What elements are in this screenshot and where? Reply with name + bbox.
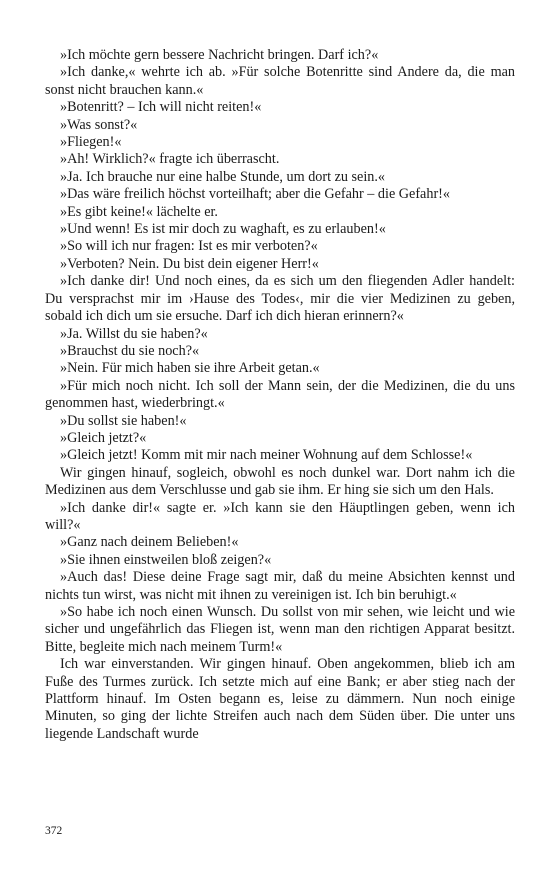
paragraph: »Gleich jetzt?« <box>60 429 147 446</box>
page-number: 372 <box>45 825 63 837</box>
paragraph: »Ganz nach deinem Belieben!« <box>60 534 239 551</box>
paragraph: »Für mich noch nicht. Ich soll der Mann sein, der die Medizinen, die du uns genommen hast, wiederbringt.« <box>45 377 515 412</box>
paragraph: »So habe ich noch einen Wunsch. Du sollst von mir sehen, wie leicht und wie sicher und ungefährlich das Fliegen ist, wenn man den richtigen Apparat besitzt. Bitte, begleite mich nach meinem Turm!« <box>45 604 515 655</box>
paragraph: »Ich möchte gern bessere Nachricht bringen. Darf ich?« <box>60 47 379 63</box>
paragraph: »Nein. Für mich haben sie ihre Arbeit getan.« <box>60 360 320 377</box>
paragraph: »Botenritt? – Ich will nicht reiten!« <box>60 99 262 116</box>
page-body <box>45 47 515 743</box>
paragraph: »Ah! Wirklich?« fragte ich überrascht. <box>60 151 280 168</box>
paragraph: »Ich danke dir! Und noch eines, da es sich um den fliegenden Adler handelt: Du versprachst mir im ›Hause des Todes‹, mir die vier Medizinen zu geben, sobald ich dich um sie ersuche. Darf ich dich hieran erinnern?« <box>45 273 515 325</box>
paragraph: »So will ich nur fragen: Ist es mir verboten?« <box>60 238 318 255</box>
paragraph: »Was sonst?« <box>60 116 138 133</box>
paragraph: »Brauchst du sie noch?« <box>60 342 200 359</box>
paragraph: »Es gibt keine!« lächelte er. <box>60 203 218 220</box>
paragraph: »Fliegen!« <box>60 134 122 151</box>
paragraph: »Ich danke dir!« sagte er. »Ich kann sie den Häuptlingen geben, wenn ich will?« <box>45 499 515 533</box>
paragraph: »Auch das! Diese deine Frage sagt mir, daß du meine Absichten kennst und nichts tun wirst, was nicht mit ihnen zu vereinigen ist. Ich bin beruhigt.« <box>45 569 515 603</box>
paragraph: »Ja. Ich brauche nur eine halbe Stunde, um dort zu sein.« <box>60 168 386 185</box>
paragraph: »Das wäre freilich höchst vorteilhaft; aber die Gefahr – die Gefahr!« <box>60 186 450 203</box>
paragraph: »Verboten? Nein. Du bist dein eigener Herr!« <box>60 255 319 272</box>
paragraph: Wir gingen hinauf, sogleich, obwohl es noch dunkel war. Dort nahm ich die Medizinen aus dem Verschlusse und gab sie ihm. Er hing sie sich um den Hals. <box>45 464 515 499</box>
paragraph: »Du sollst sie haben!« <box>60 412 187 429</box>
paragraph: »Und wenn! Es ist mir doch zu waghaft, es zu erlauben!« <box>60 221 386 238</box>
paragraph: »Gleich jetzt! Komm mit mir nach meiner Wohnung auf dem Schlosse!« <box>60 447 473 464</box>
paragraph: »Sie ihnen einstweilen bloß zeigen?« <box>60 551 272 568</box>
paragraph: Ich war einverstanden. Wir gingen hinauf. Oben angekommen, blieb ich am Fuße des Turmes zurück. Ich setzte mich auf eine Bank; er aber stieg nach der Plattform hinauf. Im Osten begann es, leise zu dämmern. Nun noch einige Minuten, so ging der lichte Streifen auch nach dem Süden über. Die unter uns liegende Landschaft wurde <box>45 656 515 742</box>
paragraph: »Ja. Willst du sie haben?« <box>60 325 208 342</box>
paragraph: »Ich danke,« wehrte ich ab. »Für solche Botenritte sind Andere da, die man sonst nicht brauchen kann.« <box>45 64 515 98</box>
